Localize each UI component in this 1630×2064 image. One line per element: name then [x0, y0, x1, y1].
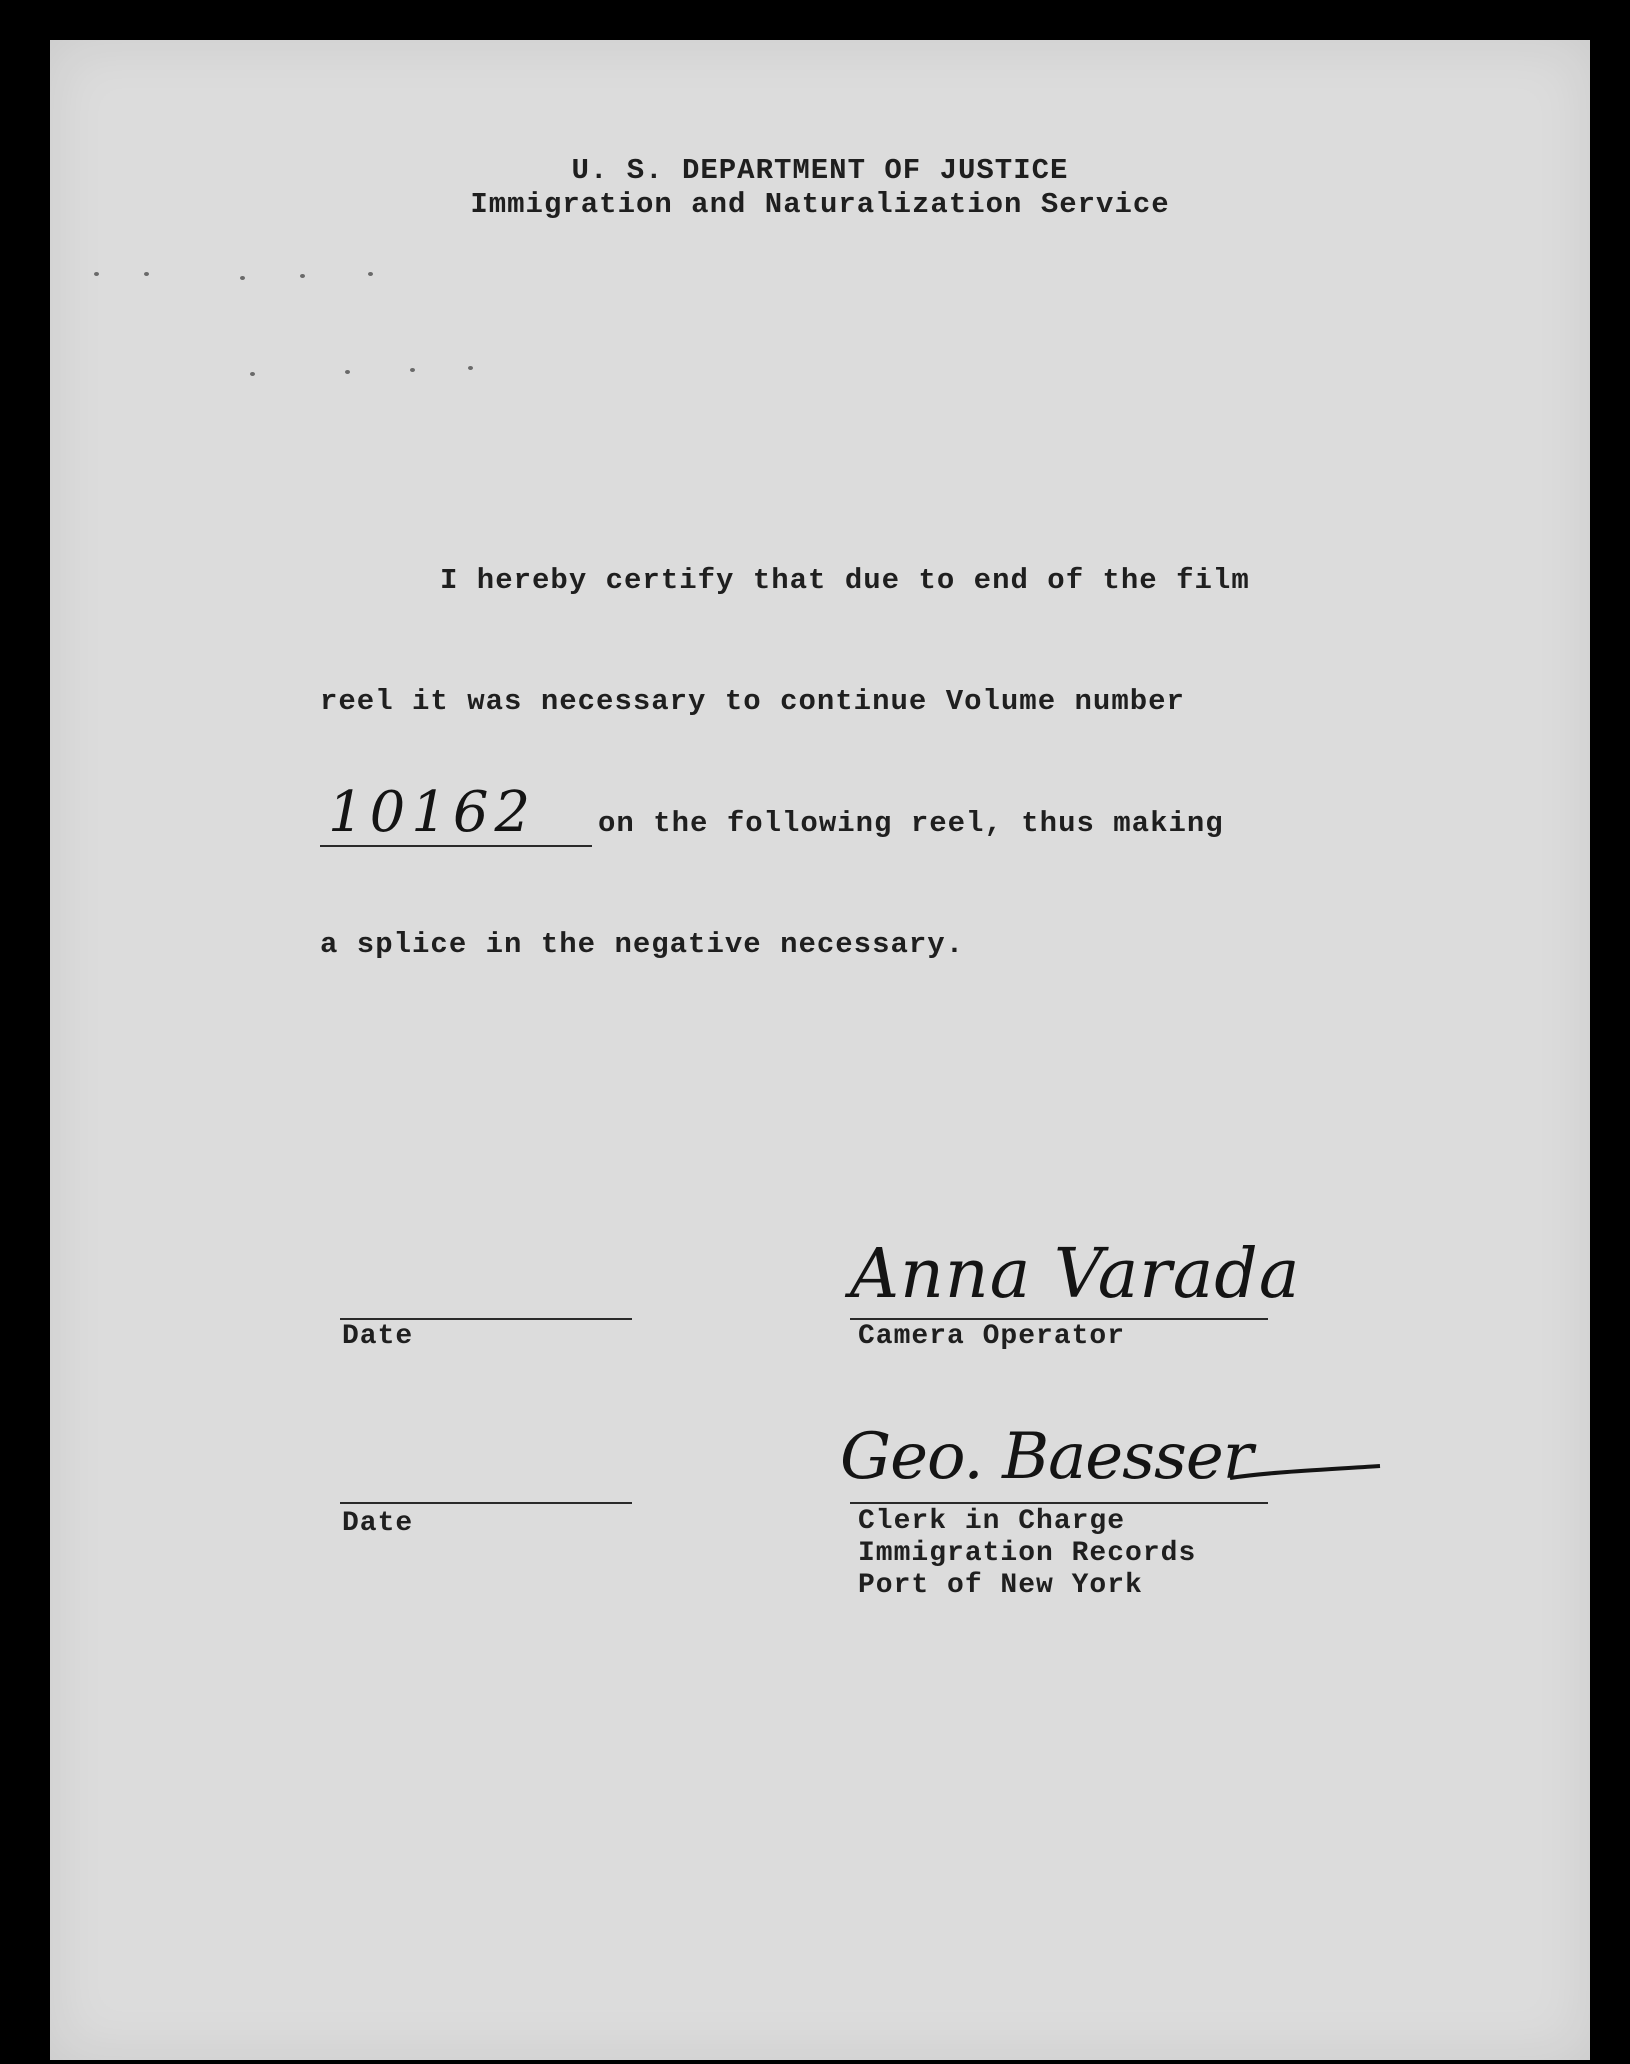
date-line-2 [340, 1502, 632, 1504]
clerk-title-line-2: Immigration Records [858, 1538, 1197, 1569]
certificate-line-3: on the following reel, thus making [598, 807, 1224, 840]
service-heading: Immigration and Naturalization Service [470, 188, 1170, 221]
camera-operator-line [850, 1318, 1268, 1320]
scan-speck [94, 272, 99, 276]
scan-speck [345, 370, 350, 374]
date-label-1: Date [342, 1321, 414, 1352]
certificate-line-2: reel it was necessary to continue Volume number [320, 685, 1185, 718]
scan-speck [240, 276, 245, 280]
volume-number-handwritten: 10162 [328, 780, 537, 845]
scan-speck [144, 272, 149, 276]
scan-speck [368, 272, 373, 276]
clerk-signature-flourish [1230, 1458, 1390, 1498]
date-line-1 [340, 1318, 632, 1320]
scan-speck [250, 372, 255, 376]
date-label-2: Date [342, 1508, 414, 1539]
camera-operator-title: Camera Operator [858, 1321, 1126, 1352]
scan-speck [468, 366, 473, 370]
document-page [50, 40, 1590, 2060]
clerk-title-line-1: Clerk in Charge [858, 1506, 1126, 1537]
clerk-title-line-3: Port of New York [858, 1570, 1143, 1601]
certificate-line-4: a splice in the negative necessary. [320, 928, 965, 961]
clerk-signature: Geo. Baesser [840, 1420, 1253, 1494]
department-heading: U. S. DEPARTMENT OF JUSTICE [571, 154, 1069, 187]
clerk-line [850, 1502, 1268, 1504]
certificate-line-1: I hereby certify that due to end of the film [440, 564, 1250, 597]
volume-number-blank-line [320, 845, 592, 847]
scan-speck [300, 274, 305, 278]
camera-operator-signature: Anna Varada [850, 1235, 1301, 1314]
scan-speck [410, 368, 415, 372]
